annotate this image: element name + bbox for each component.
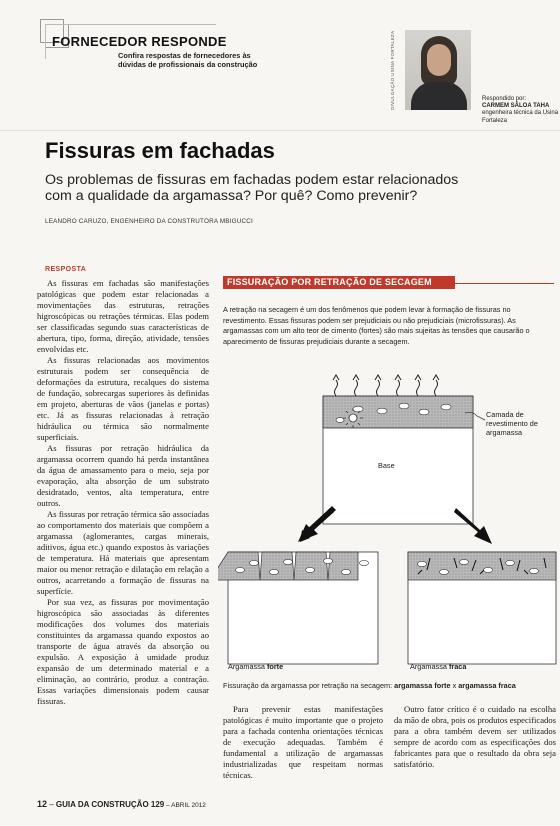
photo-credit: DIVULGAÇÃO USINA FORTALEZA [390, 30, 395, 110]
figure-banner: FISSURAÇÃO POR RETRAÇÃO DE SECAGEM [223, 276, 455, 289]
section-title: FORNECEDOR RESPONDE [52, 34, 227, 49]
section-subtitle: Confira respostas de fornecedores às dúvidas de profissionais da construção [118, 51, 258, 69]
base-label: Base [378, 461, 395, 470]
mortar-layer-legend: Camada de revestimento de argamassa [486, 410, 538, 437]
strong-mortar-label: Argamassa forte [228, 662, 284, 671]
magazine-name: GUIA DA CONSTRUÇÃO 129 [55, 800, 165, 809]
weak-mortar-label: Argamassa fraca [410, 662, 467, 671]
article-title: Fissuras em fachadas [45, 138, 275, 163]
labor-column [394, 704, 556, 770]
issue-date: – ABRIL 2012 [164, 802, 206, 809]
answer-column [37, 278, 209, 707]
responder-info [482, 96, 560, 125]
answer-paragraph: As fissuras por retração térmica são associadas ao comportamento dos materiais que compõem a argamassa (aglomerantes, cargas minerais, aditivos, água etc.) quando expostos às variações de temperatura. Há materiais que apresentam maior ou menor retração e dilatação em relação a outros, acarretando a formação de fissuras na superfície. [37, 509, 209, 596]
figure-banner-rule [449, 283, 554, 284]
responder-label: Respondido por: [482, 96, 527, 102]
answer-paragraph: As fissuras em fachadas são manifestações patológicas que podem estar relacionadas a movimentações das estruturas, retrações higroscópicas ou retrações térmicas. Elas podem ser classificadas segundo suas características de abertura, tipo, forma, direção, atividade, tensões envolvidas etc. [37, 278, 209, 354]
answer-paragraph: As fissuras por retração hidráulica da argamassa ocorrem quando há perda instantânea da água de amassamento para o meio, seja por evaporação, alta absorção de um substrato desidratado, ventos, alta temperatura, entre outros. [37, 443, 209, 508]
figure-caption: Fissuração da argamassa por retração na secagem: argamassa forte x argamassa fraca [223, 681, 516, 690]
article-question: Os problemas de fissuras em fachadas podem estar relacionados com a qualidade da argamassa? Por quê? Como prevenir? [45, 172, 459, 204]
figure-intro: A retração na secagem é um dos fenômenos que podem levar à formação de fissuras no revestimento. Essas fissuras podem ser prejudiciais ou não prejudiciais (microfissuras). As argamassas com um alto teor de cimento (fortes) são mais sujeitas às tensões que causarão o aparecimento de fissuras prejudiciais durante a secagem. [223, 305, 530, 346]
article-author: LEANDRO CARUZO, ENGENHEIRO DA CONSTRUTORA MBIGUCCI [45, 218, 253, 225]
page-footer: 12 – GUIA DA CONSTRUÇÃO 129 – ABRIL 2012 [37, 799, 206, 809]
mortar-base-block [323, 396, 473, 524]
page-number: 12 [37, 799, 48, 809]
labor-paragraph: Outro fator crítico é o cuidado na escolha da mão de obra, pois os produtos especificados para a obra também devem ser utilizados sempre de acordo com as especificações dos fabricantes para que o resultado da obra seja satisfatório. [394, 704, 556, 769]
prevention-column [223, 704, 383, 781]
answer-paragraph: As fissuras relacionadas aos movimentos estruturais podem ser consequência de deformações da estrutura, recalques do sistema de fundação, sobrecargas superiores às definidas em projeto, aberturas de vãos (janelas e portas) etc. Já as fissuras relacionadas à retração hidráulica ou térmica são normalmente superficiais. [37, 355, 209, 442]
answer-label: RESPOSTA [45, 266, 87, 273]
weak-mortar-block [408, 552, 556, 664]
responder-role: engenheira técnica da Usina Fortaleza [482, 110, 559, 124]
responder-photo [405, 30, 471, 110]
evaporation-arrows [333, 375, 439, 396]
answer-paragraph: Por sua vez, as fissuras por movimentação higroscópica são associadas às diferentes modificações dos volumes dos materiais constituintes da argamassa quando expostos ao transporte de água através da absorção ou expulsão. A exposição à umidade produz expansão de um determinado material e a eliminação, ao contrário, produz a contração. Essas variações dimensionais podem causar fissuras. [37, 597, 209, 706]
shrinkage-burst-icon [343, 408, 363, 428]
strong-mortar-block [218, 552, 378, 664]
responder-name: CARMEM SÂLOA TAHA [482, 103, 550, 110]
shrinkage-diagram [218, 360, 558, 672]
prevention-paragraph: Para prevenir estas manifestações patológicas é muito importante que o projeto para a fachada contenha orientações técnicas de execução adequadas. Também é fundamental a utilização de argamassas industrializadas que respeitam normas técnicas. [223, 704, 383, 780]
header-separator [0, 130, 560, 131]
